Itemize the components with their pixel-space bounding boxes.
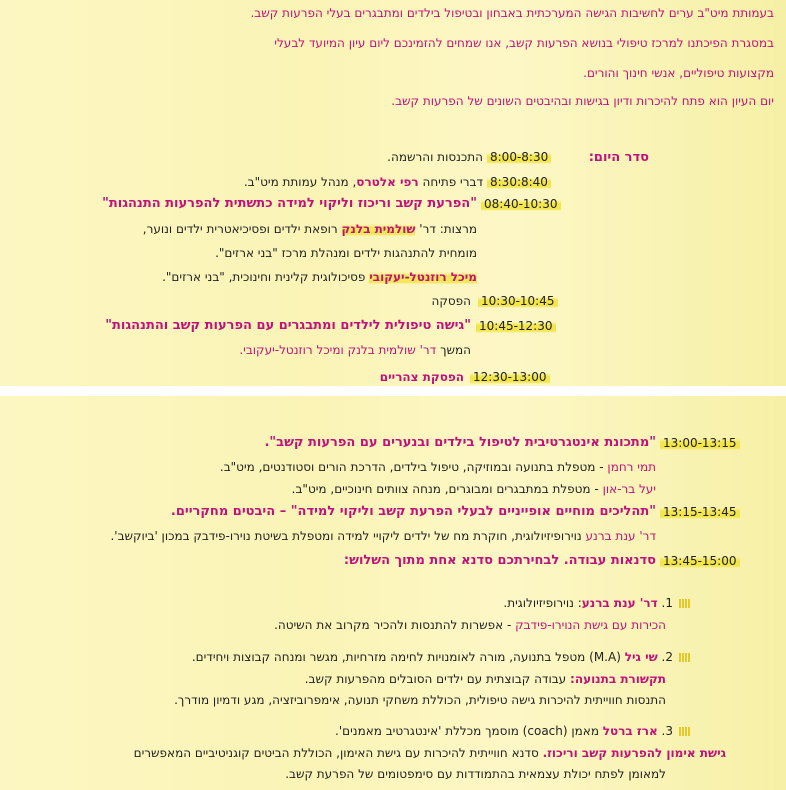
lecturer-line: [220, 460, 656, 474]
lecturer-desc: נוירופיזיולוגית, חוקרת מח של ילדים ליקויי למידה ומטפלת בשיטת נוירו-פידבק במכון 'ביוקשב'.: [110, 529, 582, 543]
lecture-continued: [239, 343, 471, 357]
workshop-1-desc: [274, 618, 666, 632]
continued-label: המשך: [440, 343, 471, 357]
lecture-title: "מתכונת אינטגרטיבית לטיפול בילדים ובנערים עם הפרעות קשב".: [264, 435, 656, 450]
workshop-leader-desc: מאמן (coach) מוסמך מכללת 'אינטגרטיב מאמנים'.: [335, 724, 599, 738]
lecturer-names: דר' שולמית בלנק ומיכל רוזנטל-יעקובי.: [239, 343, 437, 357]
workshop-leader-desc: : נוירופיזיולוגית.: [503, 596, 582, 610]
title-prefix: דר': [419, 222, 436, 236]
intro-line-1: בעמותת מיט"ב ערים לחשיבות הגישה המערכתית באבחון ובטיפול בילדים ומתבגרים בעלי הפרעות קשב.: [250, 6, 774, 20]
workshop-text: סדנא חווייתית להיכרות עם גישת האימון, הכוללת הביטים קוגניטיביים המאפשרים: [133, 746, 539, 760]
workshop-2-desc: [305, 672, 666, 686]
lecturer-2-line: [162, 270, 477, 284]
workshop-leader: שי גיל: [624, 650, 658, 664]
workshops-title: סדנאות עבודה. לבחירתכם סדנא אחת מתוך השלוש:: [343, 553, 656, 568]
workshop-leader: דר' ענת ברנע: [581, 596, 658, 610]
agenda-time: 13:00-13:15: [660, 436, 740, 450]
agenda-time: 10:45-12:30: [476, 319, 556, 333]
lecture-title: "הפרעת קשב וריכוז וליקוי למידה כתשתית להפרעות התנהגות": [102, 196, 477, 211]
agenda-time: 13:45-15:00: [660, 554, 740, 568]
workshop-topic: תקשורת בתנועה:: [570, 672, 666, 686]
lecturer-line: [292, 482, 656, 496]
workshop-3-desc-cont: למאומן לפתח יכולת עצמאית בהתמודדות עם סימפטומים של הפרעת קשב.: [285, 767, 666, 781]
lecturer-desc: - מטפלת במתבגרים ומבוגרים, מנחה צוותים חינוכיים, מיט"ב.: [291, 482, 599, 496]
workshop-leader: ארז ברטל: [602, 724, 658, 738]
lecturer-name: שולמית בלנק: [341, 222, 416, 236]
opening-label: דברי פתיחה: [422, 175, 483, 189]
workshop-topic: גישת אימון להפרעות קשב וריכוז.: [542, 746, 726, 760]
agenda-time: 8:30:8:40: [487, 175, 551, 189]
workshop-topic: הכירות עם גישת הנוירו-פידבק: [515, 618, 666, 632]
lecturer-desc: - מטפלת בתנועה ובמוזיקה, טיפול בילדים, הדרכת הורים וסטודנטים, מיט"ב.: [219, 460, 604, 474]
intro-line-2: במסגרת הפיכתנו למרכז טיפולי בנושא הפרעות קשב, אנו שמחים להזמינכם ליום עיון המיועד לבעלי: [274, 36, 774, 50]
workshop-3-desc: [134, 746, 726, 760]
agenda-item-text: הפסקה: [431, 294, 471, 308]
speaker-role: , מנהל עמותת מיט"ב.: [243, 175, 357, 189]
agenda-time: 8:00-8:30: [487, 150, 551, 164]
agenda-item-text: התכנסות והרשמה.: [387, 150, 483, 164]
invitation-bottom-panel: [0, 396, 786, 790]
workshop-3-header: [335, 724, 690, 738]
lecturer-name: יעל בר-און: [602, 482, 656, 496]
invitation-top-panel: [0, 0, 786, 386]
lecture-title: "תהליכים מוחיים אופייניים לבעלי הפרעת קשב וליקוי למידה" – היבטים מחקריים.: [170, 504, 656, 519]
agenda-time: 13:15-13:45: [660, 505, 740, 519]
lecturers-line: [143, 222, 477, 236]
lecturer-line: [110, 529, 656, 543]
agenda-title: סדר היום:: [588, 150, 649, 165]
workshop-leader-desc: (M.A) מטפל בתנועה, מורה לאומנויות לחימה מזרחיות, מגשר ומנחה קבוצות ויחידים.: [191, 650, 621, 664]
agenda-time: 08:40-10:30: [481, 197, 561, 211]
agenda-item-text: הפסקת צהריים: [379, 370, 464, 384]
lecturer-name: מיכל רוזנטל-יעקובי: [369, 270, 477, 284]
workshop-2-desc-cont: התנסות חווייתית להיכרות גישה טיפולית, הכוללת משחקי תנועה, אימפרוביזציה, מגע ודמיון מודרך.: [174, 693, 666, 707]
workshop-1-header: [503, 596, 690, 610]
lecturer-name: תמי רחמן: [607, 460, 656, 474]
agenda-time: 10:30-10:45: [478, 294, 558, 308]
workshop-text: - אפשרות להתנסות ולהכיר מקרוב את השיטה.: [274, 618, 512, 632]
workshop-2-header: [192, 650, 690, 664]
speaker-name: רפי אלטרס: [356, 175, 419, 189]
bullet-icon: [679, 653, 690, 662]
intro-line-3: מקצועות טיפוליים, אנשי חינוך והורים.: [583, 66, 774, 80]
opening-remarks: [244, 175, 483, 189]
workshop-number: 3.: [661, 724, 673, 738]
lecturers-label: מרצות:: [439, 222, 477, 236]
bullet-icon: [679, 727, 690, 736]
intro-line-4: יום העיון הוא פתח להיכרות ודיון בגישות ובהיבטים השונים של הפרעות קשב.: [391, 94, 774, 108]
lecturer-desc: רופאת ילדים ופסיכיאטרית ילדים ונוער,: [142, 222, 338, 236]
bullet-icon: [679, 599, 690, 608]
agenda-time: 12:30-13:00: [470, 370, 550, 384]
workshop-number: 2.: [661, 650, 673, 664]
lecturer-desc-cont: מומחית להתנהגות ילדים ומנהלת מרכז "בני ארזים".: [215, 246, 477, 260]
workshop-text: עבודה קבוצתית עם ילדים הסובלים מהפרעות קשב.: [304, 672, 567, 686]
workshop-number: 1.: [661, 596, 673, 610]
lecturer-name: דר' ענת ברנע: [585, 529, 656, 543]
lecture-title: "גישה טיפולית לילדים ומתבגרים עם הפרעות קשב והתנהגות": [105, 318, 471, 333]
lecturer-desc: פסיכולוגית קלינית וחינוכית, "בני ארזים".: [162, 270, 366, 284]
